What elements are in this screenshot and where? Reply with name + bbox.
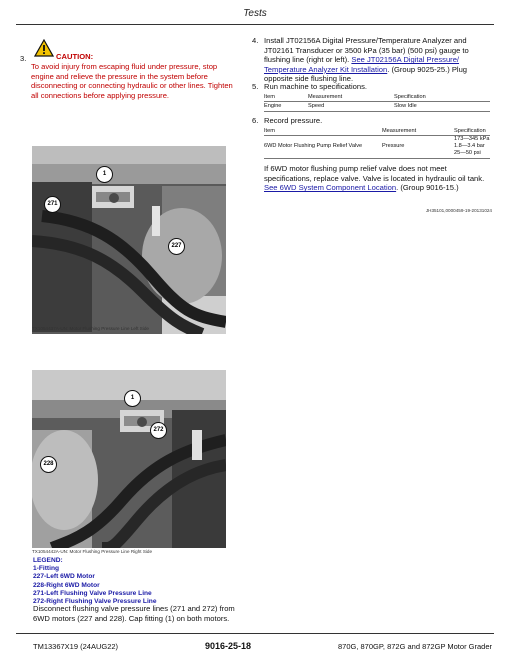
table-cell-measurement: Speed xyxy=(308,103,325,109)
legend-item: 272-Right Flushing Valve Pressure Line xyxy=(33,598,157,606)
table-header-specification: Specification xyxy=(454,128,486,134)
callout-fitting: 1 xyxy=(96,166,113,183)
figure-1-illustration xyxy=(32,146,226,334)
table-header-item: Item xyxy=(264,128,275,134)
table-header-specification: Specification xyxy=(394,94,426,100)
step-4-text xyxy=(264,36,490,84)
header-rule xyxy=(16,24,494,25)
step-6-text: Record pressure. xyxy=(264,116,323,125)
step-4-text-after: . (Group 9025-25.) Plug opposite side flushing line. xyxy=(264,64,468,84)
table-cell-spec-line: 25—50 psi xyxy=(454,150,481,156)
caution-label: CAUTION: xyxy=(56,52,94,61)
legend-item: 228-Right 6WD Motor xyxy=(33,581,100,589)
footer-page-number: 9016-25-18 xyxy=(205,641,252,651)
table-header-measurement: Measurement xyxy=(308,94,343,100)
table-header-measurement: Measurement xyxy=(382,128,417,134)
caution-text: To avoid injury from escaping fluid under pressure, stop engine and relieve the pressure in the system before disconnecting or connecting hydraulic or other lines. Tighten all connections before applying pressure. xyxy=(31,62,233,100)
table-cell-item: 6WD Motor Flushing Pump Relief Valve xyxy=(264,143,363,149)
warning-triangle-icon xyxy=(34,39,54,57)
table-divider xyxy=(264,101,490,102)
legend-item: 227-Left 6WD Motor xyxy=(33,573,95,581)
callout-fitting: 1 xyxy=(124,390,141,407)
footer-manual-id: TM13367X19 (24AUG22) xyxy=(33,642,119,651)
page-header-title: Tests xyxy=(243,8,267,19)
closing-instruction: Disconnect flushing valve pressure lines (271 and 272) from 6WD motors (227 and 228). Cap fitting (1) on both motors. xyxy=(33,604,235,623)
step-6-note-link[interactable]: See 6WD System Component Location xyxy=(264,183,397,193)
footer-model-title: 870G, 870GP, 872G and 872GP Motor Grader xyxy=(338,642,492,651)
callout-right-flushing-line: 272 xyxy=(150,422,167,439)
document-id: JH35101,0000459-19-20131024 xyxy=(425,208,492,213)
legend-item: 1-Fitting xyxy=(33,565,60,573)
step-6-number: 6. xyxy=(252,116,259,125)
legend-title: LEGEND: xyxy=(33,557,63,564)
step-5-spec-table xyxy=(264,94,490,112)
step-6-note-before: If 6WD motor flushing pump relief valve does not meet specifications, replace valve. Valve is located in hydraulic oil tank. xyxy=(264,164,485,183)
table-divider xyxy=(264,158,490,159)
callout-left-flushing-line: 271 xyxy=(44,196,61,213)
figure-1-caption: TX1054437A-UN: Motor Flushing Pressure Line Left Side xyxy=(32,326,149,331)
step-4-link[interactable]: See JT02156A Digital Pressure/ Temperature Analyzer Kit Installation xyxy=(264,55,460,74)
figure-2-photo xyxy=(32,370,226,548)
callout-right-6wd-motor: 228 xyxy=(40,456,57,473)
table-divider xyxy=(264,111,490,112)
table-cell-measurement: Pressure xyxy=(382,143,405,149)
table-header-item: Item xyxy=(264,94,275,100)
step-4-text-before: Install JT02156A Digital Pressure/Temperature Analyzer and JT02161 Transducer or 3500 kPa (35 bar) (500 psi) gauge to flushing line (right or left). xyxy=(264,36,469,65)
step-3-number: 3. xyxy=(20,54,27,63)
table-cell-spec-line: 173—345 kPa xyxy=(454,136,490,142)
step-6-note-after: . (Group 9016-15.) xyxy=(396,183,459,193)
step-5-number: 5. xyxy=(252,82,259,91)
step-6-note xyxy=(264,164,490,193)
table-cell-spec-line: 1.8—3.4 bar xyxy=(454,143,485,149)
step-5-text: Run machine to specifications. xyxy=(264,82,367,91)
callout-left-6wd-motor: 227 xyxy=(168,238,185,255)
table-cell-specification: Slow Idle xyxy=(394,103,417,109)
figure-1-photo xyxy=(32,146,226,334)
step-4-number: 4. xyxy=(252,36,259,45)
figure-2-caption: TX1054442A-UN: Motor Flushing Pressure Line Right Side xyxy=(32,549,153,554)
legend-item: 271-Left Flushing Valve Pressure Line xyxy=(33,589,152,597)
table-cell-item: Engine xyxy=(264,103,282,109)
footer-rule xyxy=(16,633,494,634)
legend xyxy=(33,557,243,606)
step-6-spec-table xyxy=(264,128,490,160)
